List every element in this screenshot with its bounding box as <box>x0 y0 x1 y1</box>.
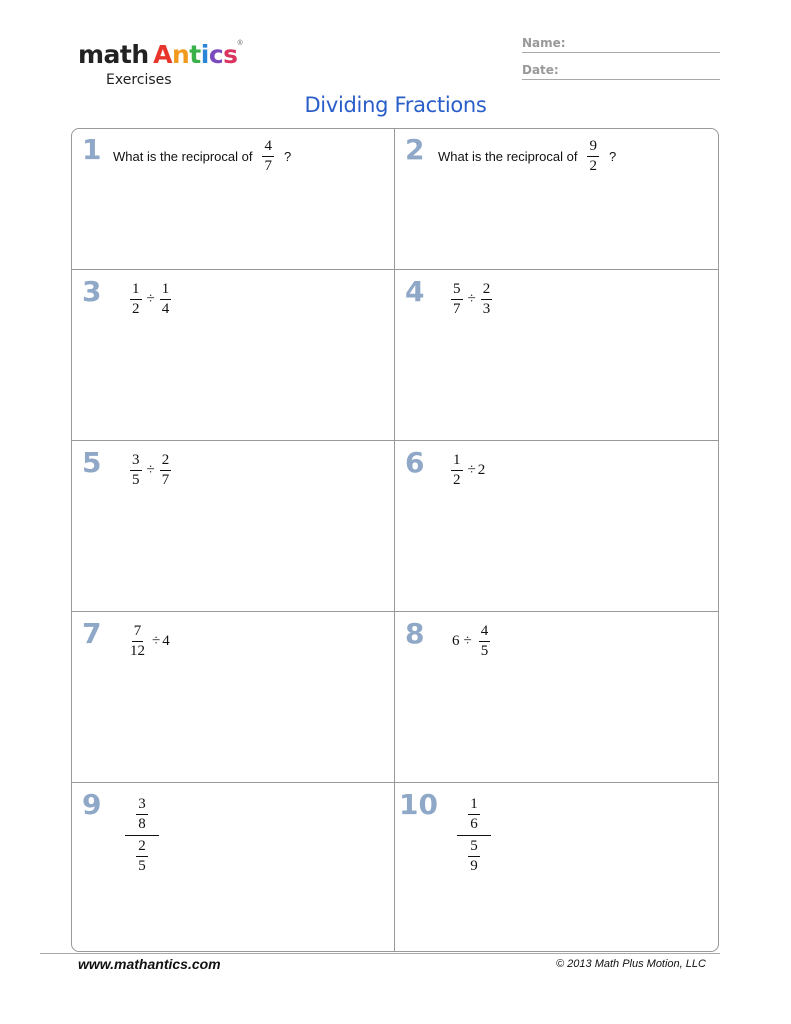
logo-subtitle: Exercises <box>106 72 172 88</box>
problem-prompt: What is the reciprocal of <box>438 148 578 164</box>
numerator: 1 <box>130 282 142 300</box>
numerator: 3 <box>130 453 142 471</box>
problem-number: 2 <box>405 133 425 166</box>
whole-number: 2 <box>477 462 486 478</box>
problem-10 <box>457 797 491 874</box>
page-title: Dividing Fractions <box>304 93 487 117</box>
fraction <box>130 453 142 488</box>
numerator: 1 <box>468 797 480 815</box>
problem-3 <box>127 282 174 317</box>
date-label: Date: <box>522 63 559 77</box>
fraction <box>262 139 274 174</box>
fraction <box>451 282 463 317</box>
divide-sign: ÷ <box>152 633 161 649</box>
main-fraction-bar <box>125 835 159 836</box>
fraction <box>587 139 599 174</box>
footer-divider <box>40 953 720 954</box>
numerator: 9 <box>587 139 599 157</box>
numerator: 4 <box>262 139 274 157</box>
math-antics-logo <box>78 40 243 88</box>
numerator: 2 <box>136 839 148 857</box>
logo-letter: n <box>171 40 190 69</box>
fraction <box>451 453 463 488</box>
problem-number: 10 <box>399 788 438 821</box>
fraction <box>160 282 172 317</box>
denominator: 5 <box>480 643 489 659</box>
denominator: 8 <box>138 816 146 832</box>
fraction <box>128 624 147 659</box>
denominator: 4 <box>161 301 170 317</box>
problem-grid <box>71 128 719 952</box>
logo-letter: c <box>208 40 224 69</box>
fraction <box>160 453 172 488</box>
numerator: 7 <box>132 624 144 642</box>
divide-sign: ÷ <box>467 291 476 307</box>
divide-sign: ÷ <box>146 462 155 478</box>
numerator: 2 <box>481 282 493 300</box>
denominator: 5 <box>138 858 146 874</box>
grid-divider <box>394 128 395 952</box>
whole-number: 4 <box>162 633 170 649</box>
grid-divider <box>71 611 719 612</box>
problem-4 <box>448 282 495 317</box>
problem-number: 7 <box>82 617 102 650</box>
problem-number: 6 <box>405 446 425 479</box>
problem-number: 1 <box>82 133 102 166</box>
problem-2 <box>438 137 616 175</box>
question-mark: ? <box>283 148 292 164</box>
complex-fraction <box>125 797 159 874</box>
denominator: 2 <box>589 157 597 174</box>
denominator: 7 <box>161 472 170 488</box>
divide-sign: ÷ <box>467 462 476 478</box>
whole-number: 6 <box>452 633 460 649</box>
problem-prompt: What is the reciprocal of <box>113 148 253 164</box>
problem-number: 3 <box>82 275 102 308</box>
fraction <box>468 839 480 874</box>
logo-letter: s <box>223 40 238 69</box>
problem-7 <box>125 624 170 659</box>
logo-letter: i <box>200 40 209 69</box>
logo-word-math: math <box>78 40 149 69</box>
problem-9 <box>125 797 159 874</box>
registered-mark: ® <box>237 40 243 47</box>
problem-number: 8 <box>405 617 425 650</box>
name-field[interactable] <box>522 38 720 53</box>
grid-divider <box>71 782 719 783</box>
grid-divider <box>71 440 719 441</box>
denominator: 6 <box>470 816 478 832</box>
logo-letter: t <box>189 40 201 69</box>
fraction <box>136 797 148 832</box>
denominator: 2 <box>132 301 140 317</box>
denominator: 5 <box>132 472 140 488</box>
problem-8 <box>452 624 493 659</box>
fraction <box>481 282 493 317</box>
numerator: 1 <box>451 453 463 471</box>
grid-divider <box>71 269 719 270</box>
fraction <box>136 839 148 874</box>
main-fraction-bar <box>457 835 491 836</box>
copyright-text: © 2013 Math Plus Motion, LLC <box>556 958 706 970</box>
numerator: 3 <box>136 797 148 815</box>
question-mark: ? <box>608 148 617 164</box>
problem-6 <box>448 453 485 488</box>
numerator: 5 <box>468 839 480 857</box>
divide-sign: ÷ <box>146 291 155 307</box>
problem-1 <box>113 137 291 175</box>
divide-sign: ÷ <box>463 633 472 649</box>
problem-number: 9 <box>82 788 102 821</box>
logo-letter: A <box>153 40 172 69</box>
numerator: 2 <box>160 453 172 471</box>
denominator: 7 <box>453 301 461 317</box>
numerator: 1 <box>160 282 172 300</box>
name-label: Name: <box>522 36 566 50</box>
fraction <box>479 624 491 659</box>
website-link[interactable]: www.mathantics.com <box>78 956 221 972</box>
problem-5 <box>127 453 174 488</box>
denominator: 9 <box>470 858 478 874</box>
denominator: 3 <box>482 301 491 317</box>
problem-number: 4 <box>405 275 425 308</box>
numerator: 4 <box>479 624 491 642</box>
date-field[interactable] <box>522 65 720 80</box>
problem-number: 5 <box>82 446 102 479</box>
denominator: 12 <box>130 643 145 659</box>
fraction <box>468 797 480 832</box>
numerator: 5 <box>451 282 463 300</box>
fraction <box>130 282 142 317</box>
denominator: 2 <box>453 472 461 488</box>
complex-fraction <box>457 797 491 874</box>
denominator: 7 <box>264 157 272 174</box>
